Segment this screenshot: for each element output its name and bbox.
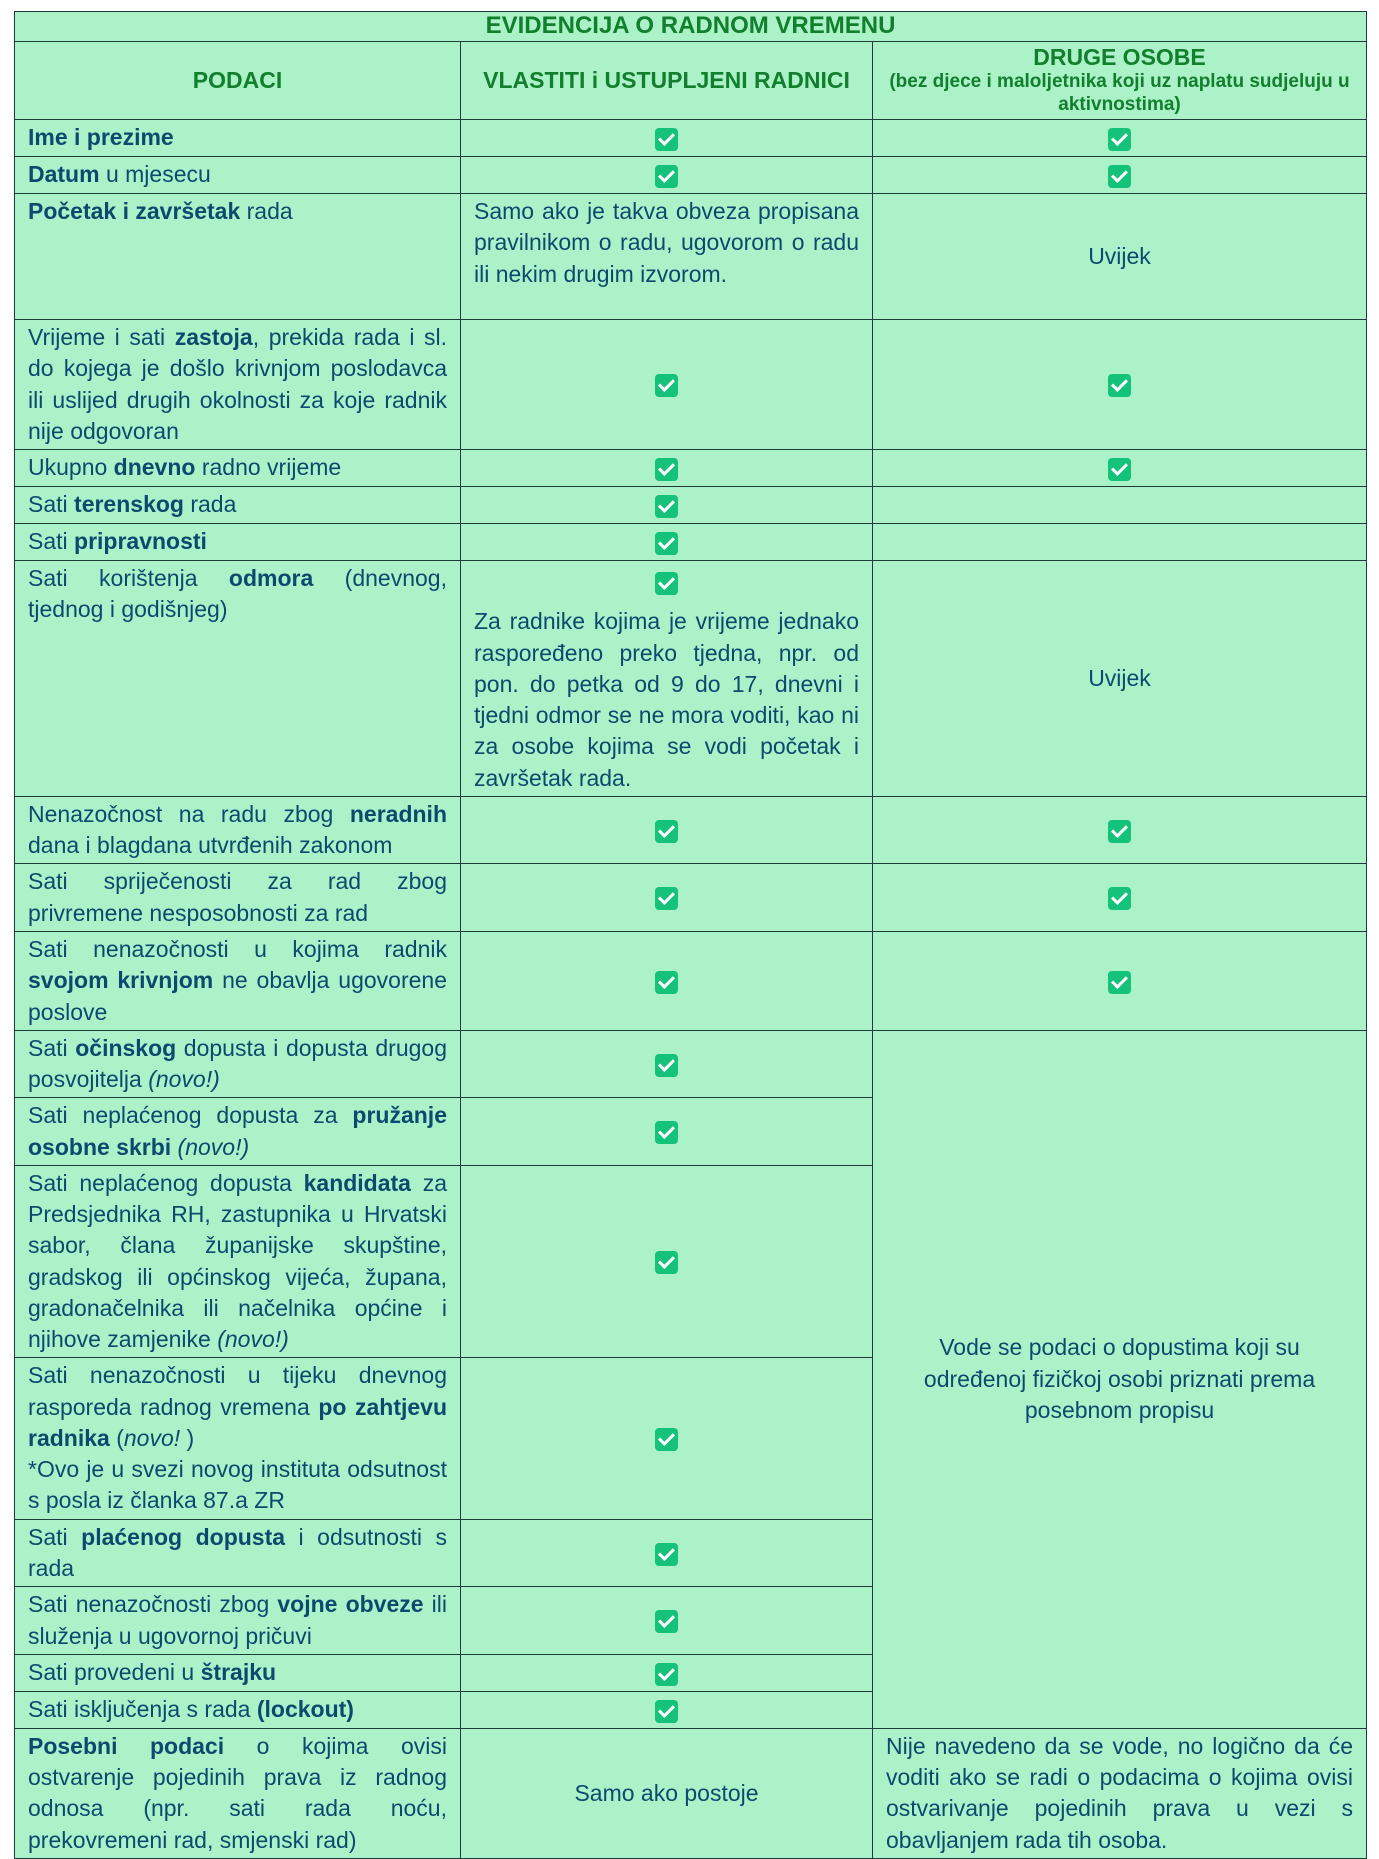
table-row bbox=[15, 156, 1367, 193]
cell-druge-text: Uvijek bbox=[873, 561, 1367, 797]
table-row bbox=[15, 524, 1367, 561]
row-label: Sati nenazočnosti u tijeku dnevnog rasporeda radnog vremena po zahtjevu radnika (novo! ) *Ovo je u svezi novog instituta odsutnost s posla iz članka 87.a ZR bbox=[15, 1358, 461, 1519]
check-box-icon bbox=[655, 887, 678, 910]
check-box-icon bbox=[1108, 374, 1131, 397]
row-label: Sati neplaćenog dopusta za pružanje osobne skrbi (novo!) bbox=[15, 1098, 461, 1166]
table-title: EVIDENCIJA O RADNOM VREMENU bbox=[15, 12, 1367, 42]
table-row bbox=[15, 487, 1367, 524]
table-row bbox=[15, 119, 1367, 156]
row-label: Sati neplaćenog dopusta kandidata za Predsjednika RH, zastupnika u Hrvatski sabor, člana županijske skupštine, gradskog ili općinskog vijeća, župana, gradonačelnika ili načelnika općine i njihove zamjenike (novo!) bbox=[15, 1165, 461, 1358]
row-label: Sati korištenja odmora (dnevnog, tjednog i godišnjeg) bbox=[15, 561, 461, 797]
column-header-druge-main: DRUGE OSOBE bbox=[1033, 43, 1206, 70]
row-label: Sati spriječenosti za rad zbog privremene nesposobnosti za rad bbox=[15, 864, 461, 932]
row-label: Nenazočnost na radu zbog neradnih dana i blagdana utvrđenih zakonom bbox=[15, 796, 461, 864]
check-box-icon bbox=[1108, 128, 1131, 151]
check-box-icon bbox=[655, 1700, 678, 1723]
check-box-icon bbox=[1108, 971, 1131, 994]
row-label: Ime i prezime bbox=[15, 119, 461, 156]
row-label: Sati pripravnosti bbox=[15, 524, 461, 561]
row-label: Početak i završetak rada bbox=[15, 193, 461, 319]
check-box-icon bbox=[1108, 887, 1131, 910]
check-box-icon bbox=[655, 572, 678, 595]
column-header-druge-sub: (bez djece i maloljetnika koji uz naplatu sudjeluju u aktivnostima) bbox=[889, 71, 1350, 116]
cell-dopusti-note: Vode se podaci o dopustima koji su određenoj fizičkoj osobi priznati prema posebnom propisu bbox=[873, 1030, 1367, 1728]
cell-vlastiti-text: Samo ako je takva obveza propisana pravilnikom o radu, ugovorom o radu ili nekim drugim izvorom. bbox=[461, 193, 873, 319]
check-box-icon bbox=[655, 1428, 678, 1451]
check-box-icon bbox=[655, 820, 678, 843]
working-time-records-table bbox=[14, 11, 1367, 1859]
check-box-icon bbox=[655, 128, 678, 151]
check-box-icon bbox=[655, 165, 678, 188]
row-label: Sati isključenja s rada (lockout) bbox=[15, 1691, 461, 1728]
column-header-podaci: PODACI bbox=[15, 41, 461, 119]
check-box-icon bbox=[655, 971, 678, 994]
row-label: Sati terenskog rada bbox=[15, 487, 461, 524]
row-label: Sati provedeni u štrajku bbox=[15, 1654, 461, 1691]
table-row bbox=[15, 931, 1367, 1030]
row-label: Sati nenazočnosti zbog vojne obveze ili služenja u ugovornoj pričuvi bbox=[15, 1587, 461, 1655]
table-row bbox=[15, 561, 1367, 797]
check-box-icon bbox=[655, 1543, 678, 1566]
table-row bbox=[15, 1030, 1367, 1098]
check-box-icon bbox=[655, 458, 678, 481]
check-box-icon bbox=[1108, 820, 1131, 843]
check-box-icon bbox=[655, 1610, 678, 1633]
column-header-vlastiti: VLASTITI i USTUPLJENI RADNICI bbox=[461, 41, 873, 119]
table-row bbox=[15, 193, 1367, 319]
row-label: Sati plaćenog dopusta i odsutnosti s rada bbox=[15, 1519, 461, 1587]
row-label: Datum u mjesecu bbox=[15, 156, 461, 193]
cell-druge-text: Uvijek bbox=[873, 193, 1367, 319]
row-label: Sati očinskog dopusta i dopusta drugog posvojitelja (novo!) bbox=[15, 1030, 461, 1098]
row-label: Ukupno dnevno radno vrijeme bbox=[15, 450, 461, 487]
table-row bbox=[15, 1728, 1367, 1858]
check-box-icon bbox=[655, 1054, 678, 1077]
column-header-druge-osobe bbox=[873, 41, 1367, 119]
check-box-icon bbox=[655, 1251, 678, 1274]
check-box-icon bbox=[655, 532, 678, 555]
table-row bbox=[15, 864, 1367, 932]
cell-druge-text: Nije navedeno da se vode, no logično da će voditi ako se radi o podacima o kojima ovisi ostvarivanje pojedinih prava u vezi s obavljanjem rada tih osoba. bbox=[873, 1728, 1367, 1858]
check-box-icon bbox=[655, 1663, 678, 1686]
cell-vlastiti-note: Za radnike kojima je vrijeme jednako raspoređeno preko tjedna, npr. od pon. do petka od 9 do 17, dnevni i tjedni odmor se ne mora voditi, kao ni za osobe kojima se vodi početak i završetak rada. bbox=[474, 608, 859, 791]
row-label: Posebni podaci o kojima ovisi ostvarenje pojedinih prava iz radnog odnosa (npr. sati rada noću, prekovremeni rad, smjenski rad) bbox=[15, 1728, 461, 1858]
row-label: Vrijeme i sati zastoja, prekida rada i sl. do kojega je došlo krivnjom poslodavca ili uslijed drugih okolnosti za koje radnik nije odgovoran bbox=[15, 319, 461, 449]
table-row bbox=[15, 450, 1367, 487]
table-row bbox=[15, 796, 1367, 864]
check-box-icon bbox=[655, 495, 678, 518]
table-row bbox=[15, 319, 1367, 449]
check-box-icon bbox=[655, 374, 678, 397]
row-label: Sati nenazočnosti u kojima radnik svojom krivnjom ne obavlja ugovorene poslove bbox=[15, 931, 461, 1030]
check-box-icon bbox=[1108, 458, 1131, 481]
check-box-icon bbox=[1108, 165, 1131, 188]
cell-vlastiti-text: Samo ako postoje bbox=[461, 1728, 873, 1858]
check-box-icon bbox=[655, 1121, 678, 1144]
